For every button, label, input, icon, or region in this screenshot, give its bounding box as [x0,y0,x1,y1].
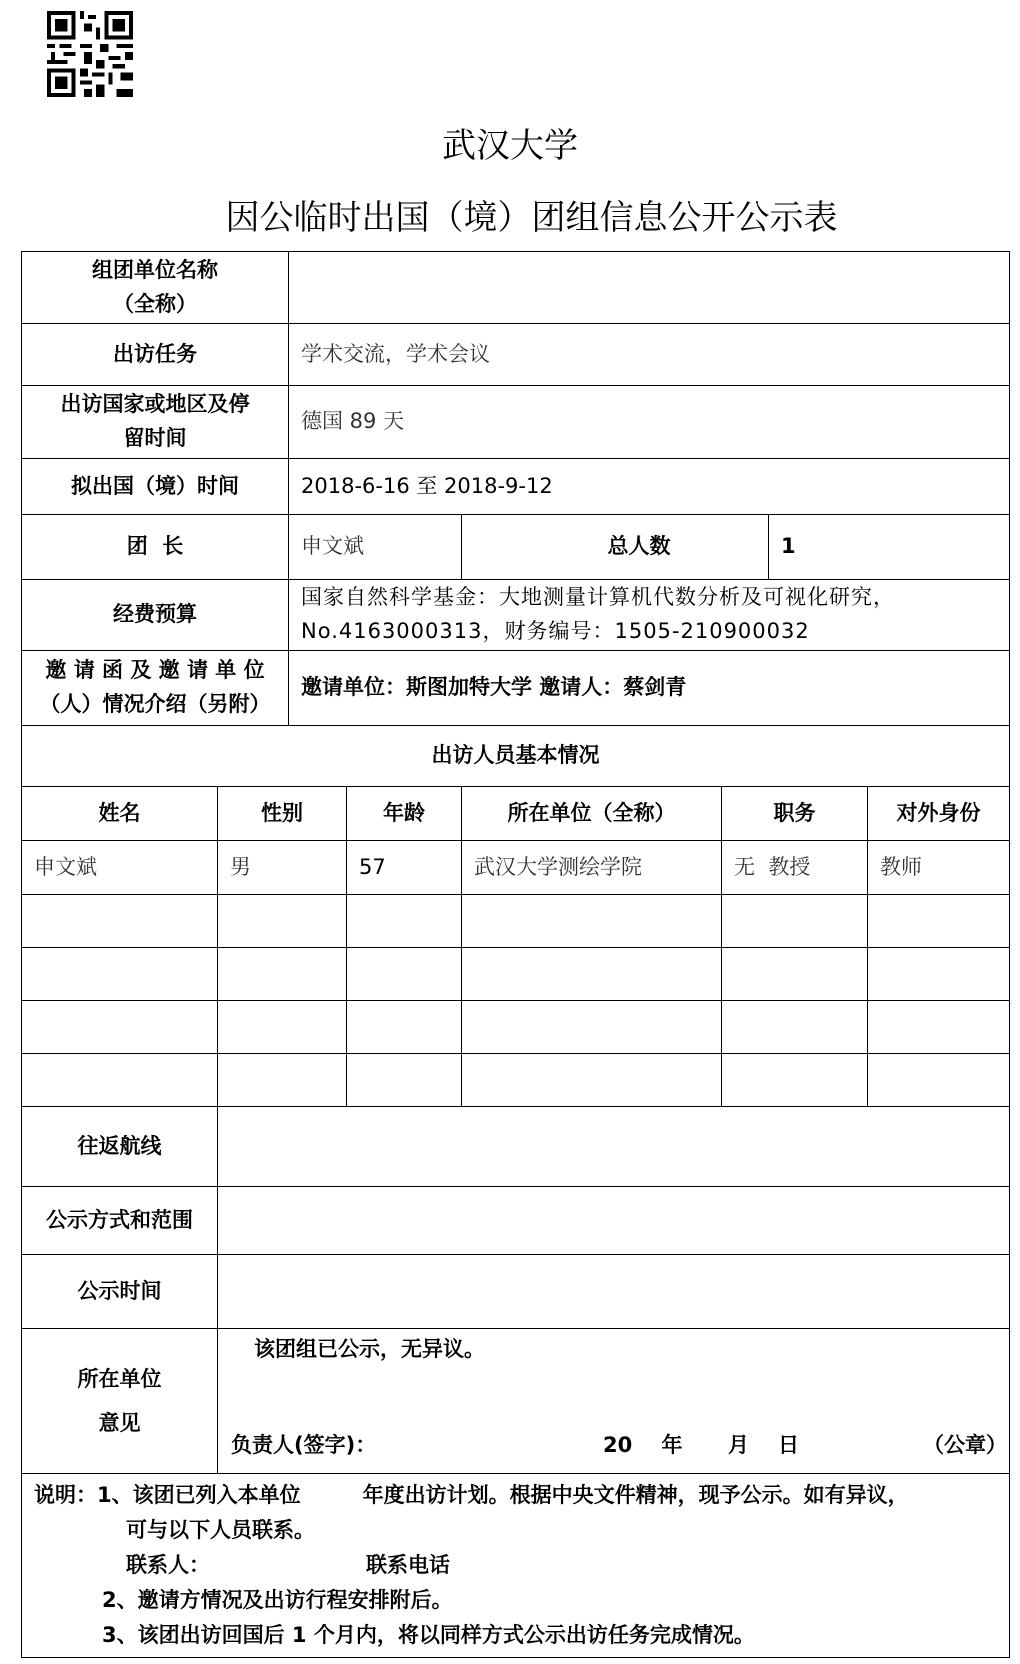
table-row [22,841,1010,895]
row-invite [22,651,1010,726]
seal-label: （公章） [923,1433,1007,1457]
date-day: 日 [778,1433,799,1457]
cell [22,1001,218,1054]
col-header: 性别 [218,787,347,841]
label: 公示时间 [22,1255,218,1329]
cell [218,895,347,948]
label: 经费预算 [22,580,289,651]
cell [868,895,1010,948]
cell [347,895,462,948]
note-line: 3、该团出访回国后 1 个月内，将以同样方式公示出访任务完成情况。 [102,1623,755,1647]
invite-value: 邀请单位：斯图加特大学 邀请人：蔡剑青 [289,651,1010,726]
label: 留时间 [123,426,187,450]
note-line: 说明：1、该团已列入本单位 [34,1483,301,1507]
cell [218,948,347,1001]
col-header: 职务 [722,787,868,841]
row-budget [22,580,1010,651]
opinion-text: 该团组已公示，无异议。 [254,1337,485,1361]
row-notice-method [22,1187,1010,1255]
cell [868,1054,1010,1107]
cell [722,895,868,948]
row-group-unit [22,252,1010,324]
cell [22,1054,218,1107]
cell [462,1054,722,1107]
notice-time-value [218,1255,1010,1329]
cell [722,1054,868,1107]
col-header: 所在单位（全称） [462,787,722,841]
row-leader [22,515,1010,580]
label: 组团单位名称 [92,257,218,282]
count-label: 总人数 [462,515,769,580]
cell [868,1001,1010,1054]
cell [22,948,218,1001]
row-route [22,1107,1010,1187]
cell: 男 [218,841,347,895]
cell [722,948,868,1001]
note-line: 可与以下人员联系。 [126,1518,315,1542]
col-header: 对外身份 [868,787,1010,841]
page-title: 因公临时出国（境）团组信息公开公示表 [225,198,838,238]
row-opinion [22,1329,1010,1474]
cell [868,948,1010,1001]
label: 团 长 [22,515,289,580]
section-title: 出访人员基本情况 [22,726,1010,787]
table-row [22,895,1010,948]
label: 邀 请 函 及 邀 请 单 位 [45,658,265,683]
date-year: 20 年 [603,1433,683,1457]
note-line: 年度出访计划。根据中央文件精神，现予公示。如有异议， [362,1483,909,1507]
notice-method-value [218,1187,1010,1255]
cell [462,895,722,948]
cell [218,1001,347,1054]
cell [218,1054,347,1107]
note-line: 2、邀请方情况及出访行程安排附后。 [102,1588,453,1612]
table-row [22,1054,1010,1107]
label: 出访国家或地区及停 [60,392,250,417]
row-country [22,386,1010,459]
cell: 教师 [868,841,1010,895]
university-title: 武汉大学 [442,126,578,166]
row-time [22,459,1010,515]
label: 出访任务 [22,324,289,386]
cell: 武汉大学测绘学院 [462,841,722,895]
label: 拟出国（境）时间 [22,459,289,515]
label: 公示方式和范围 [22,1187,218,1255]
phone-label: 联系电话 [366,1553,450,1577]
cell [722,1001,868,1054]
group-unit-value [289,252,1010,324]
budget-value: 国家自然科学基金：大地测量计算机代数分析及可视化研究， [301,585,895,610]
cell: 申文斌 [22,841,218,895]
country-value: 德国 89 天 [289,386,1010,459]
row-notes [22,1474,1010,1658]
route-value [218,1107,1010,1187]
leader-value: 申文斌 [289,515,462,580]
budget-number: No.4163000313，财务编号：1505-210900032 [301,619,810,643]
signer-label: 负责人(签字)： [231,1433,377,1457]
label: 意见 [98,1411,141,1435]
qr-code [47,11,133,97]
date-month: 月 [728,1433,749,1457]
cell [347,1054,462,1107]
count-value: 1 [769,515,1010,580]
row-task [22,324,1010,386]
table-row [22,948,1010,1001]
row-members-title [22,726,1010,787]
cell: 无 教授 [722,841,868,895]
label: （全称） [113,291,197,316]
members-header [22,787,1010,841]
cell [347,948,462,1001]
cell [347,1001,462,1054]
label: 所在单位 [77,1366,162,1391]
label: 往返航线 [22,1107,218,1187]
contact-label: 联系人： [126,1553,210,1577]
task-value: 学术交流，学术会议 [289,324,1010,386]
table-row [22,1001,1010,1054]
cell [462,1001,722,1054]
label: （人）情况介绍（另附） [39,692,271,716]
col-header: 姓名 [22,787,218,841]
info-table [21,251,1010,1658]
time-value: 2018-6-16 至 2018-9-12 [289,459,1010,515]
row-notice-time [22,1255,1010,1329]
cell: 57 [347,841,462,895]
cell [462,948,722,1001]
cell [22,895,218,948]
col-header: 年龄 [347,787,462,841]
